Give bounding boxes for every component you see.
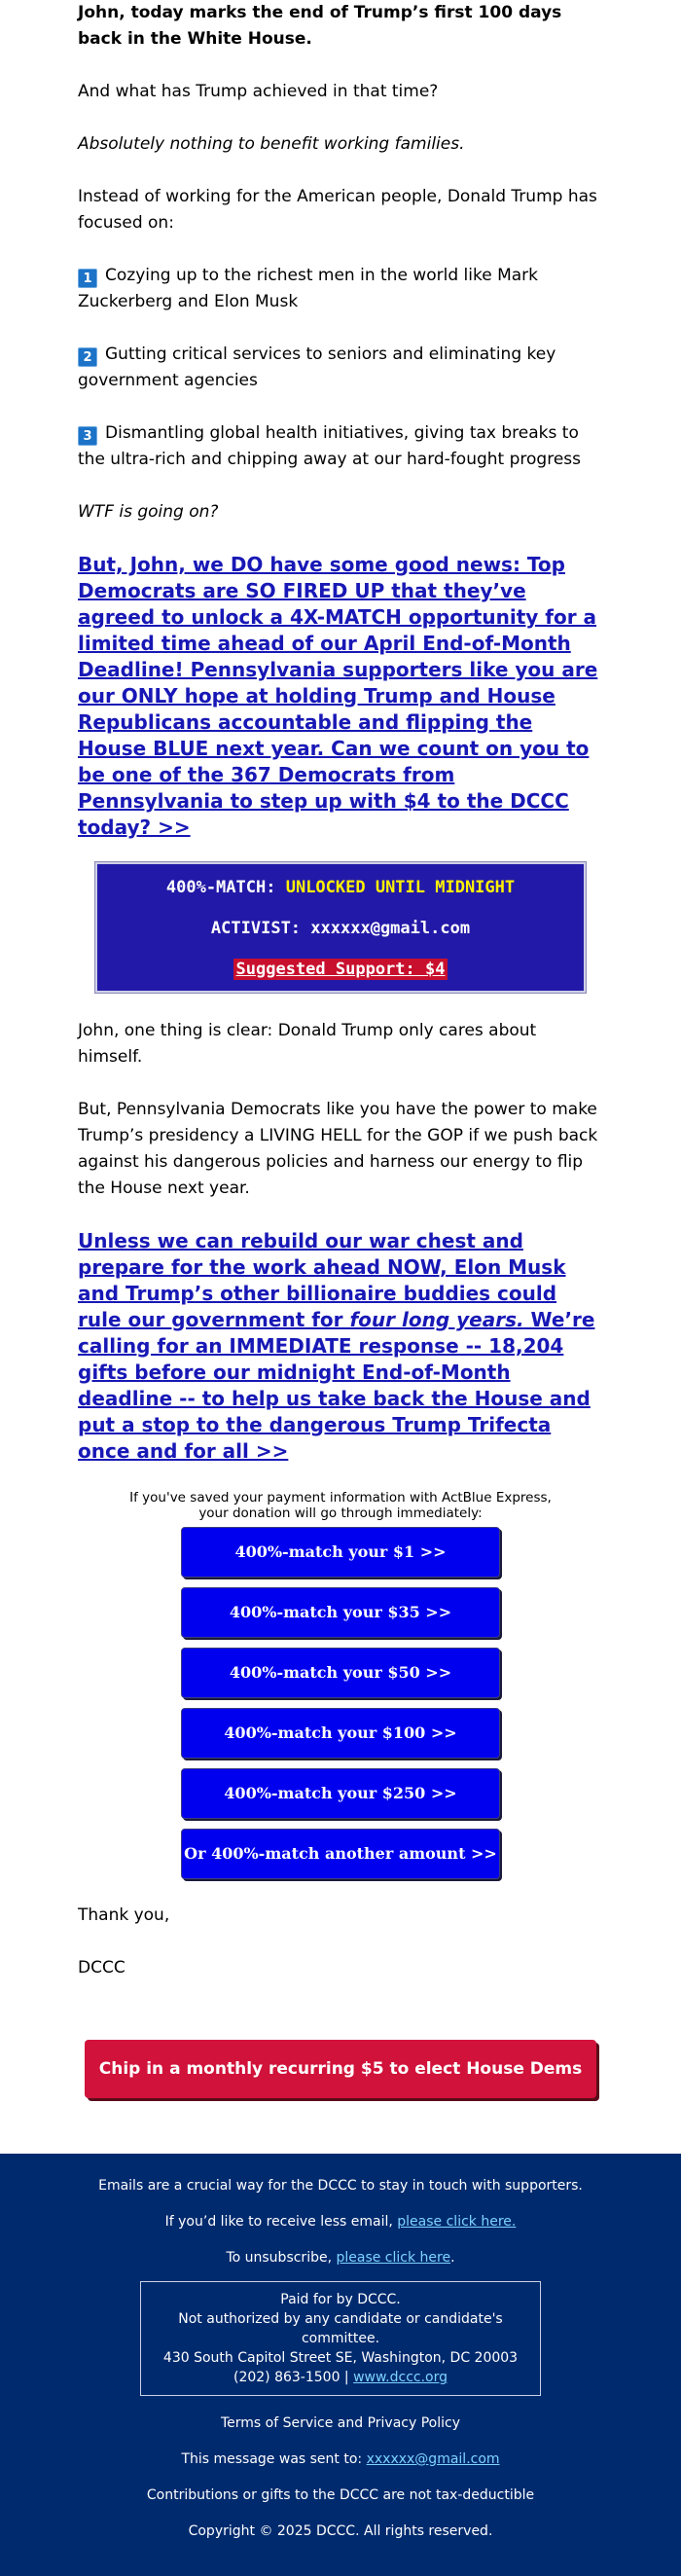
copyright: Copyright © 2025 DCCC. All rights reserved.	[188, 2523, 493, 2539]
actblue-note-line2: your donation will go through immediately:	[198, 1506, 483, 1521]
donate-button-group	[78, 1527, 603, 1879]
less-email-prefix: If you’d like to receive less email,	[164, 2214, 393, 2230]
sent-to-email[interactable]: xxxxxx@gmail.com	[366, 2451, 500, 2467]
sent-to-prefix: This message was sent to:	[181, 2451, 363, 2467]
paid-by: Paid for by DCCC.	[280, 2292, 401, 2307]
donate-35-button[interactable]: 400%-match your $35 >>	[181, 1587, 500, 1638]
unsubscribe-prefix: To unsubscribe,	[226, 2250, 333, 2266]
actblue-note	[78, 1490, 603, 1521]
activist-box[interactable]	[95, 862, 586, 993]
actblue-note-line1: If you've saved your payment information with ActBlue Express,	[129, 1490, 552, 1506]
living-hell-text: But, Pennsylvania Democrats like you have the power to make Trump’s presidency a LIVING HELL for the GOP if we push back against his dangerous policies and harness our energy to flip the House next year.	[78, 1100, 598, 1198]
address: 430 South Capitol Street SE, Washington, DC 20003	[162, 2350, 519, 2366]
war-chest-part3: We’re calling for an IMMEDIATE response -- 18,204 gifts before our midnight End-of-Month deadline -- to help us take back the House and put a stop to the dangerous Trump Trifecta once and for all >>	[78, 1308, 595, 1463]
list-item-text: Dismantling global health initiatives, giving tax breaks to the ultra-rich and chipping away at our hard-fought progress	[78, 423, 581, 469]
donate-50-button[interactable]: 400%-match your $50 >>	[181, 1648, 500, 1698]
donate-100-button[interactable]: 400%-match your $100 >>	[181, 1708, 500, 1759]
activist-email: xxxxxx@gmail.com	[310, 919, 471, 938]
headline: John, today marks the end of Trump’s first 100 days back in the White House.	[78, 3, 562, 49]
keycap-one-icon: 1	[78, 269, 97, 288]
unsubscribe-link[interactable]: please click here	[336, 2250, 451, 2266]
war-chest-part1: Unless we can rebuild our war chest and prepare for the work ahead NOW, Elon Musk and Trump’s other billionaire buddies could rule our government for	[78, 1229, 566, 1331]
match-status-row	[97, 878, 584, 897]
war-chest-part2: four long years.	[349, 1308, 524, 1331]
unsubscribe-suffix: .	[450, 2250, 455, 2266]
sent-to-line	[0, 2450, 681, 2468]
paid-for-box	[140, 2281, 541, 2396]
phone-website-line	[141, 2368, 540, 2387]
good-news-donate-link[interactable]: But, John, we DO have some good news: Top Democrats are SO FIRED UP that they’ve agreed to unlock a 4X-MATCH opportunity for a limited time ahead of our April End-of-Month Deadline! Pennsylvania supporters like you are our ONLY hope at holding Trump and House Republicans accountable and flipping the House BLUE next year. Can we count on you to be one of the 367 Democrats from Pennsylvania to step up with $4 to the DCCC today? >>	[78, 553, 598, 839]
list-item-text: Cozying up to the richest men in the world like Mark Zuckerberg and Elon Musk	[78, 266, 538, 311]
wtf-text: WTF is going on?	[78, 502, 219, 522]
activist-label: ACTIVIST:	[210, 919, 302, 938]
footer-intro: Emails are a crucial way for the DCCC to stay in touch with supporters.	[98, 2178, 583, 2194]
tax-note: Contributions or gifts to the DCCC are not tax-deductible	[146, 2487, 535, 2503]
war-chest-donate-link[interactable]	[78, 1228, 603, 1465]
thanks-text: Thank you,	[78, 1905, 170, 1925]
question-text: And what has Trump achieved in that time?	[78, 82, 439, 101]
donate-250-button[interactable]: 400%-match your $250 >>	[181, 1768, 500, 1819]
email-body	[78, 0, 603, 1981]
list-item	[78, 420, 603, 473]
footer	[0, 2154, 681, 2576]
suggested-row	[97, 960, 584, 979]
terms-privacy-link[interactable]: Terms of Service and Privacy Policy	[220, 2415, 460, 2431]
list-item-text: Gutting critical services to seniors and eliminating key government agencies	[78, 345, 556, 390]
recurring-donate-button[interactable]: Chip in a monthly recurring $5 to elect House Dems >>	[85, 2040, 596, 2098]
list-item	[78, 263, 603, 315]
list-item	[78, 342, 603, 394]
not-authorized: Not authorized by any candidate or candidate's committee.	[178, 2311, 503, 2346]
answer-text: Absolutely nothing to benefit working families.	[78, 134, 465, 154]
focused-on-text: Instead of working for the American people, Donald Trump has focused on:	[78, 187, 597, 233]
donate-other-amount-button[interactable]: Or 400%-match another amount >>	[181, 1829, 500, 1879]
less-email-link[interactable]: please click here.	[397, 2214, 517, 2230]
keycap-two-icon: 2	[78, 347, 97, 367]
keycap-three-icon: 3	[78, 426, 97, 446]
phone: (202) 863-1500 |	[233, 2370, 349, 2385]
website-link[interactable]: www.dccc.org	[353, 2370, 448, 2385]
less-email-line	[0, 2213, 681, 2231]
signoff-org: DCCC	[78, 1958, 125, 1977]
recurring-section	[0, 2040, 681, 2137]
unsubscribe-line	[0, 2249, 681, 2267]
self-interest-text: John, one thing is clear: Donald Trump only cares about himself.	[78, 1021, 537, 1067]
match-status: UNLOCKED UNTIL MIDNIGHT	[285, 878, 516, 897]
match-label: 400%-MATCH:	[165, 878, 276, 897]
donate-1-button[interactable]: 400%-match your $1 >>	[181, 1527, 500, 1578]
suggested-support-link[interactable]: Suggested Support: $4	[233, 959, 448, 980]
activist-row	[97, 919, 584, 938]
